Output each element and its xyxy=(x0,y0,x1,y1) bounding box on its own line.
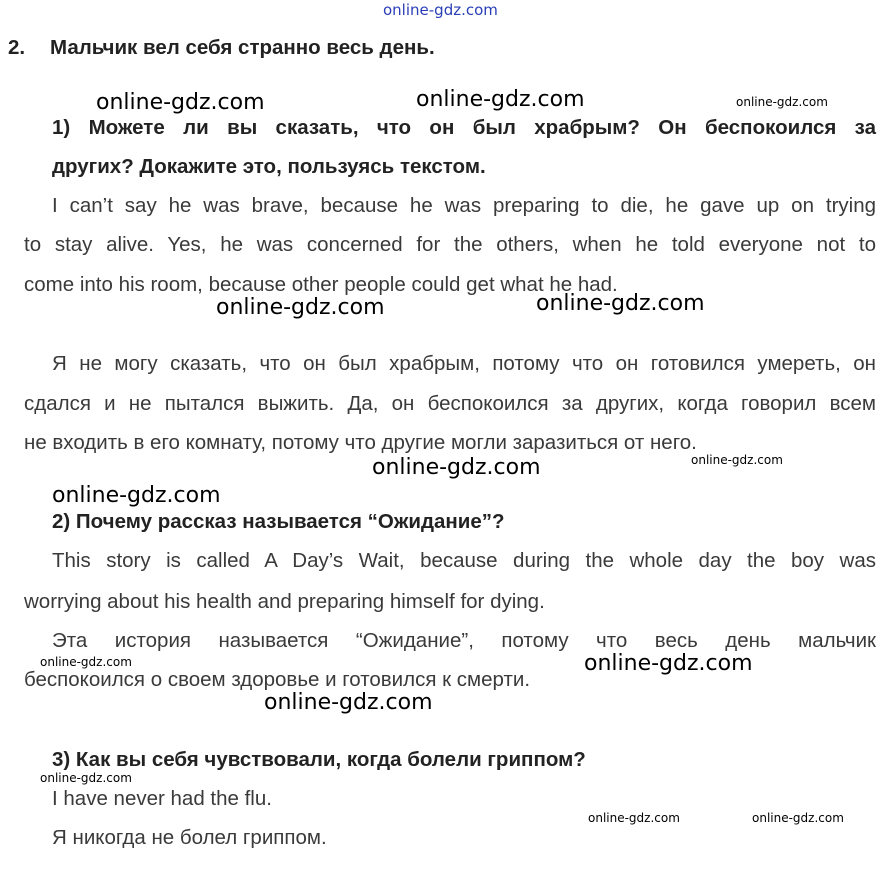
q1-answer-en-line-2: to stay alive. Yes, he was concerned for the others, when he told everyone not to xyxy=(24,233,876,256)
header-watermark: online-gdz.com xyxy=(383,1,498,19)
q1-answer-en-line-3: come into his room, because other people could get what he had. xyxy=(24,273,618,296)
q3-answer-ru: Я никогда не болел гриппом. xyxy=(52,826,327,849)
watermark: online-gdz.com xyxy=(736,95,828,109)
watermark: online-gdz.com xyxy=(96,90,265,115)
q2-answer-ru-line-2: беспокоился о своем здоровье и готовился к смерти. xyxy=(24,668,531,691)
watermark: online-gdz.com xyxy=(752,811,844,825)
q2-question: 2) Почему рассказ называется “Ожидание”? xyxy=(52,510,505,533)
watermark: online-gdz.com xyxy=(216,295,385,320)
q1-answer-ru-line-1: Я не могу сказать, что он был храбрым, потому что он готовился умереть, он xyxy=(52,352,876,375)
task-title: Мальчик вел себя странно весь день. xyxy=(50,36,435,59)
task-number: 2. xyxy=(8,36,26,59)
q2-answer-ru-line-1: Эта история называется “Ожидание”, потому что весь день мальчик xyxy=(52,629,876,652)
q1-answer-ru-line-2: сдался и не пытался выжить. Да, он беспокоился за других, когда говорил всем xyxy=(24,392,876,415)
watermark: online-gdz.com xyxy=(264,690,433,715)
q3-question: 3) Как вы себя чувствовали, когда болели гриппом? xyxy=(52,748,586,771)
watermark: online-gdz.com xyxy=(588,811,680,825)
q1-answer-en-line-1: I can’t say he was brave, because he was preparing to die, he gave up on trying xyxy=(52,194,876,217)
watermark: online-gdz.com xyxy=(416,87,585,112)
watermark: online-gdz.com xyxy=(40,655,132,669)
watermark: online-gdz.com xyxy=(691,453,783,467)
q2-answer-en-line-2: worrying about his health and preparing himself for dying. xyxy=(24,590,545,613)
watermark: online-gdz.com xyxy=(52,483,221,508)
q1-question-line-2: других? Докажите это, пользуясь текстом. xyxy=(52,155,486,178)
q1-question-line-1: 1) Можете ли вы сказать, что он был храбрым? Он беспокоился за xyxy=(52,116,876,139)
watermark: online-gdz.com xyxy=(536,291,705,316)
q2-answer-en-line-1: This story is called A Day’s Wait, because during the whole day the boy was xyxy=(52,549,876,572)
watermark: online-gdz.com xyxy=(372,455,541,480)
watermark: online-gdz.com xyxy=(584,651,753,676)
watermark: online-gdz.com xyxy=(40,771,132,785)
q1-answer-ru-line-3: не входить в его комнату, потому что другие могли заразиться от него. xyxy=(24,431,697,454)
q3-answer-en: I have never had the flu. xyxy=(52,787,272,810)
